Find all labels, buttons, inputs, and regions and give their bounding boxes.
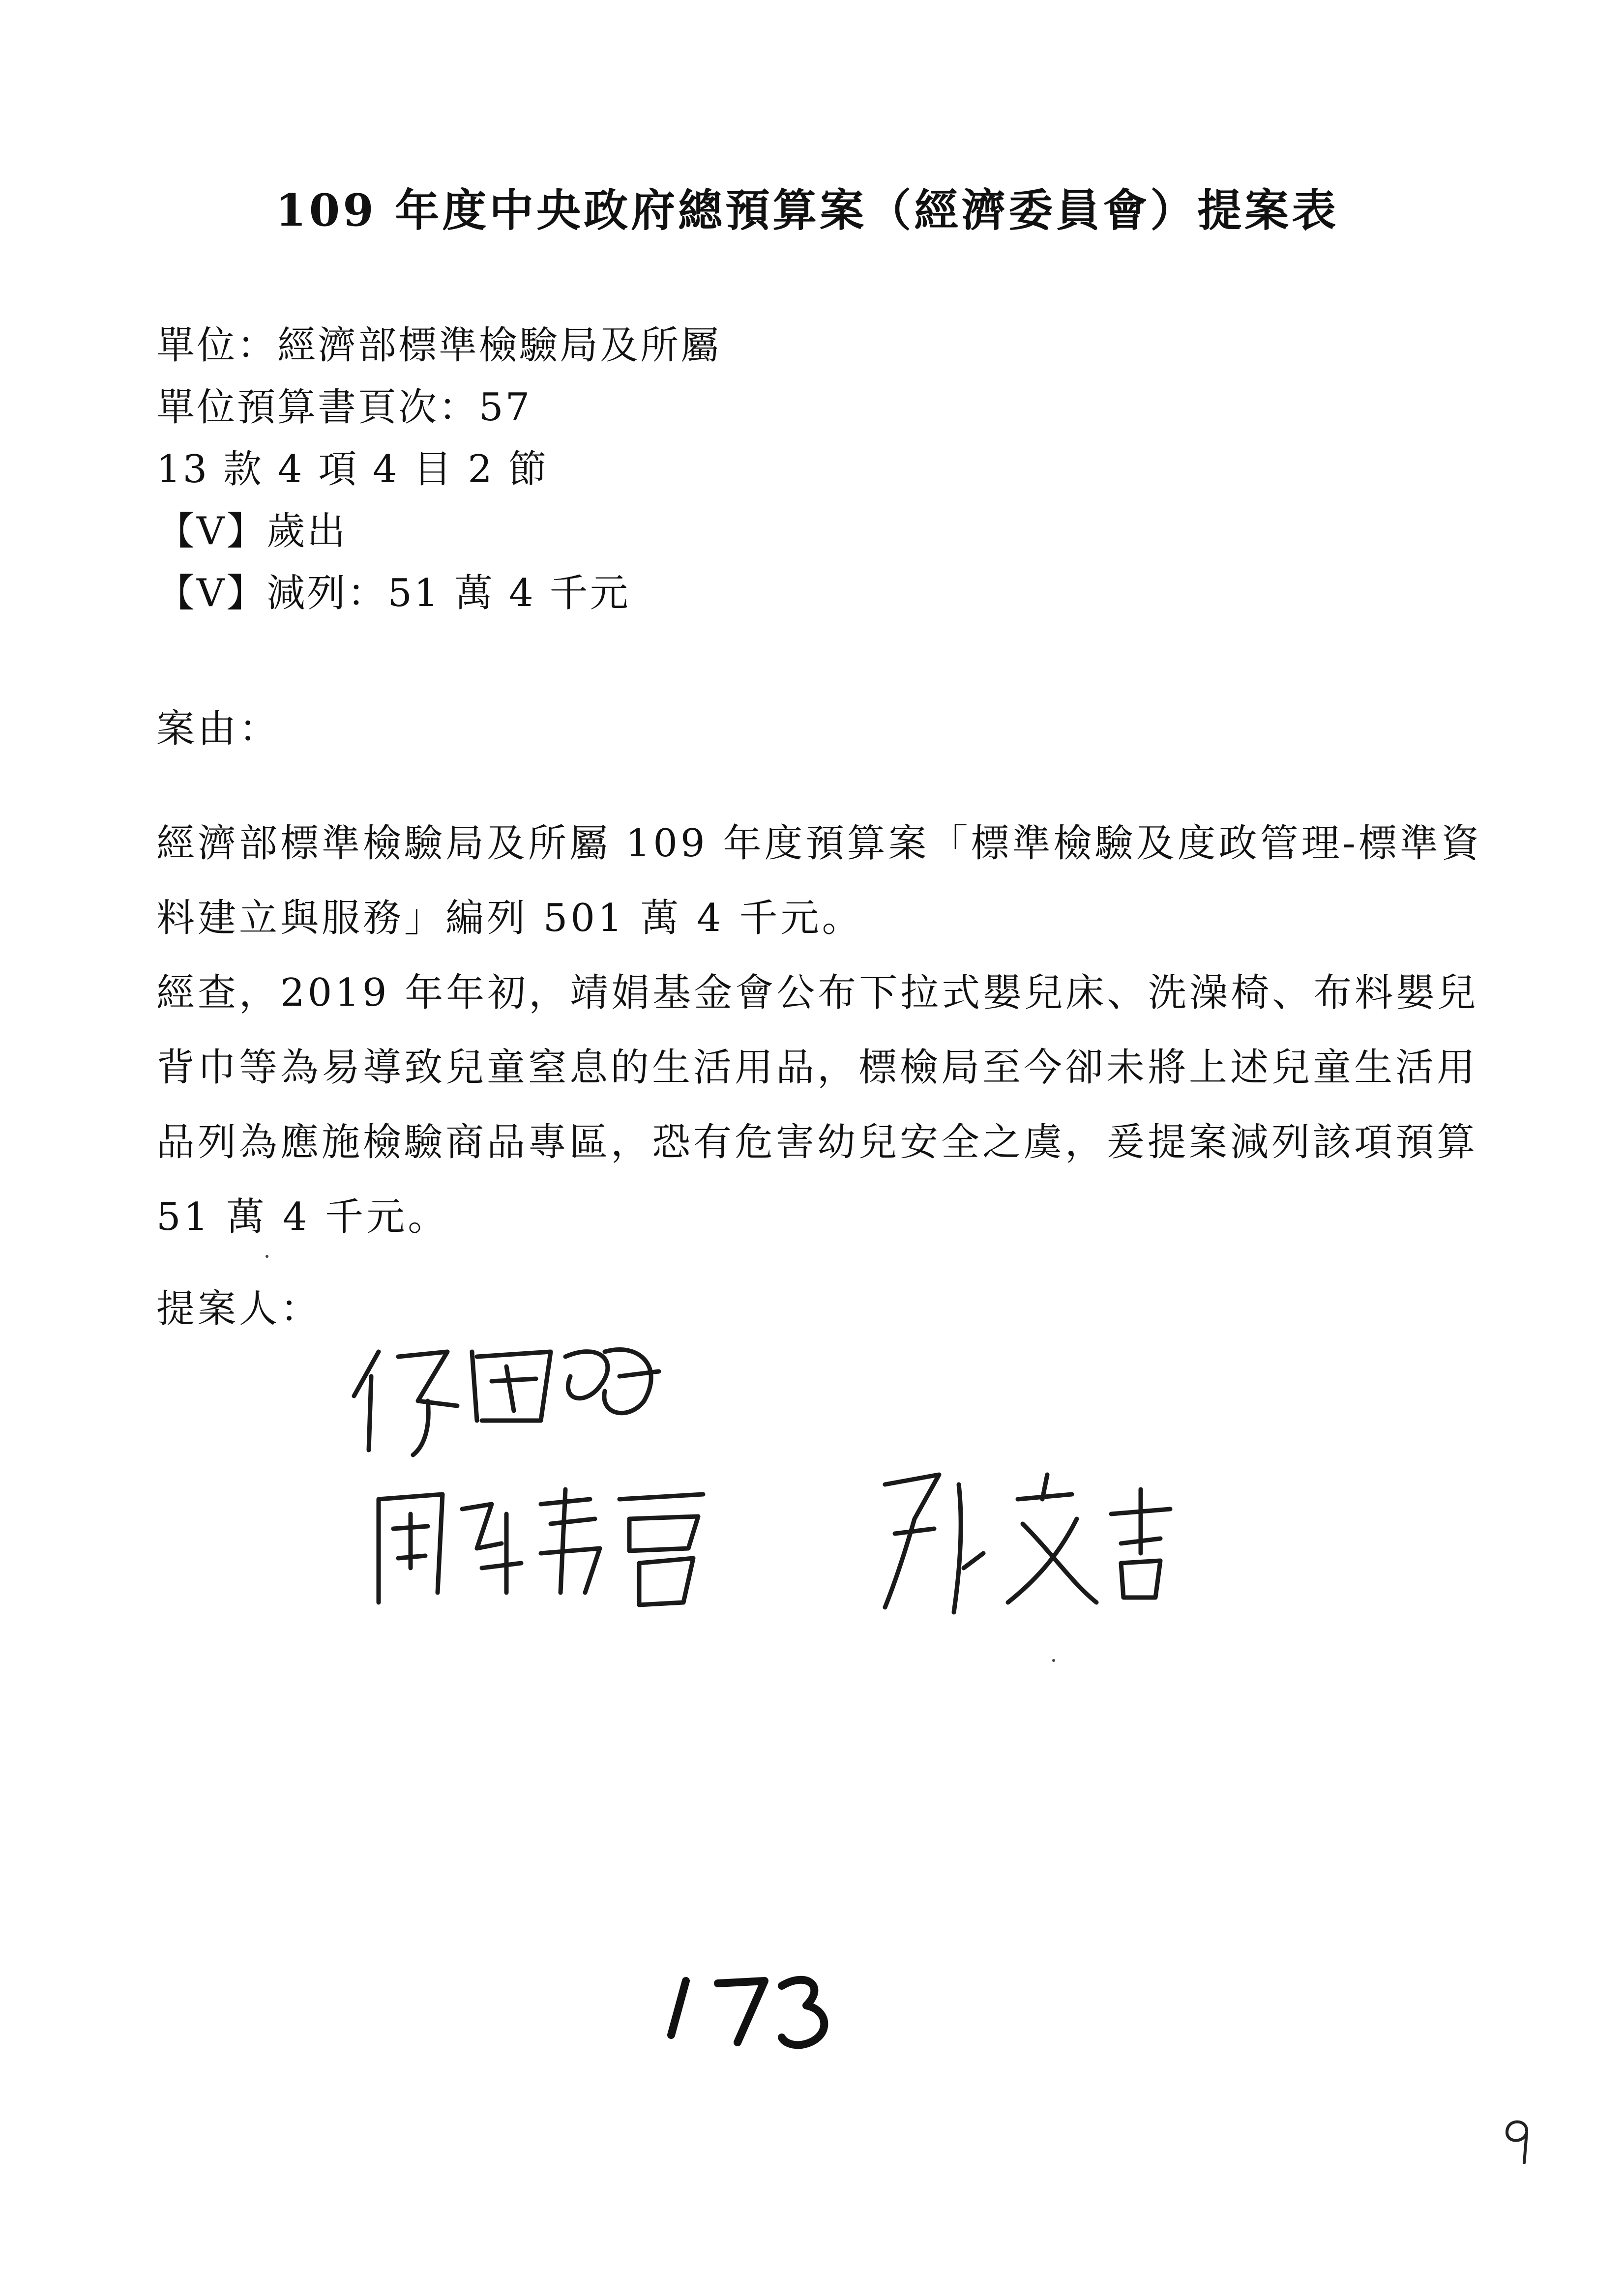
reason-body [156,806,1484,1254]
classification-line: 13 款 4 項 4 目 2 節 [156,447,549,492]
reason-paragraph: 經濟部標準檢驗局及所屬 109 年度預算案「標準檢驗及度政管理-標準資料建立與服務」編列 501 萬 4 千元。 [156,821,1482,940]
scan-speck [1052,1659,1055,1662]
proposer-label: 提案人： [156,1287,322,1331]
reason-label: 案由： [156,707,281,751]
reason-paragraph: 經查，2019 年年初，靖娟基金會公布下拉式嬰兒床、洗澡椅、布料嬰兒背巾等為易導致兒童窒息的生活用品，標檢局至今卻未將上述兒童生活用品列為應施檢驗商品專區，恐有危害幼兒安全之虞，爰提案減列該項預算 51 萬 4 千元。 [156,971,1479,1239]
handwritten-signature [865,1455,1190,1622]
budget-page-line: 單位預算書頁次：57 [156,385,532,430]
handwritten-number [659,1961,846,2062]
reduction-line: 【V】減列：51 萬 4 千元 [156,571,630,615]
expenditure-line: 【V】歲出 [156,509,348,553]
unit-line: 單位：經濟部標準檢驗局及所屬 [156,323,721,368]
handwritten-signature [364,1470,718,1617]
budget-meta [156,315,721,624]
page-number [1500,2114,1539,2170]
document-title: 109 年度中央政府總預算案（經濟委員會）提案表 [275,184,1339,236]
scan-speck [266,1255,268,1258]
handwritten-signature [344,1322,718,1470]
